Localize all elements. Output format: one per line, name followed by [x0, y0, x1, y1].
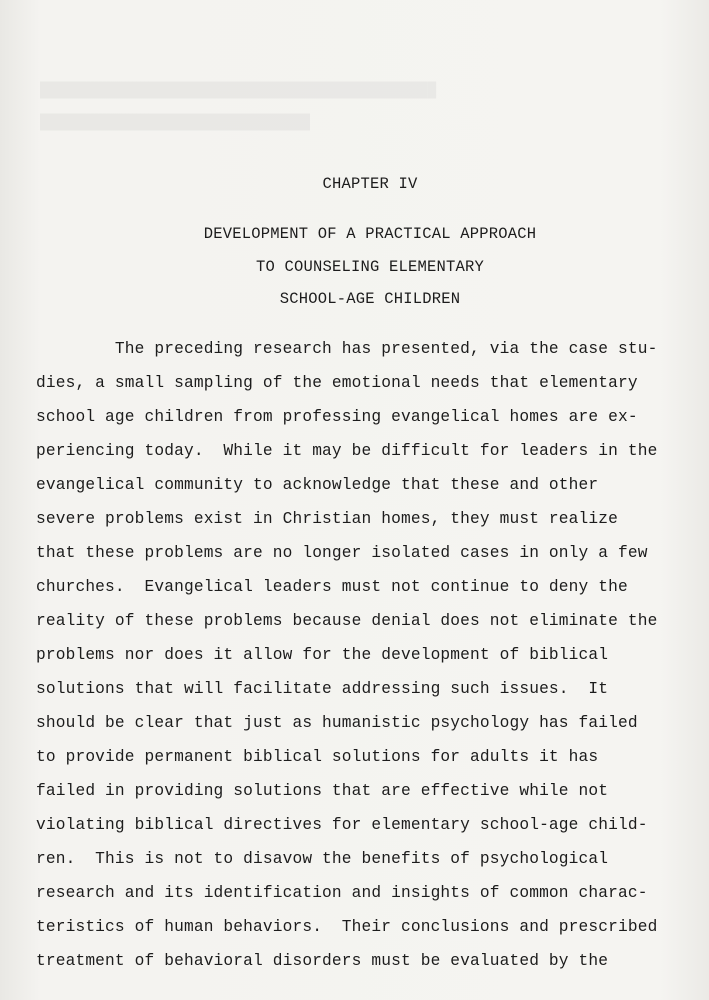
body-paragraph	[36, 340, 676, 986]
body-line: reality of these problems because denial does not eliminate the	[36, 612, 658, 630]
body-line: dies, a small sampling of the emotional needs that elementary	[36, 374, 638, 392]
body-line: violating biblical directives for elementary school-age child-	[36, 816, 648, 834]
chapter-number: CHAPTER IV	[322, 175, 418, 193]
body-line: to provide permanent biblical solutions for adults it has	[36, 748, 599, 766]
body-line: treatment of behavioral disorders must be evaluated by the	[36, 952, 609, 970]
chapter-title-line-2: TO COUNSELING ELEMENTARY	[255, 258, 485, 276]
body-line: that these problems are no longer isolated cases in only a few	[36, 544, 648, 562]
body-line: periencing today. While it may be difficult for leaders in the	[36, 442, 658, 460]
body-line: ren. This is not to disavow the benefits of psychological	[36, 850, 609, 868]
body-line: The preceding research has presented, via the case stu-	[36, 340, 658, 358]
body-line: problems nor does it allow for the development of biblical	[36, 646, 609, 664]
body-line: teristics of human behaviors. Their conclusions and prescribed	[36, 918, 658, 936]
body-line: research and its identification and insights of common charac-	[36, 884, 648, 902]
bleed-through-texture: ████████████████████████████████████████████ ██████████████████████████████	[40, 82, 437, 131]
chapter-title-line-3: SCHOOL-AGE CHILDREN	[279, 290, 461, 308]
body-line: school age children from professing evangelical homes are ex-	[36, 408, 638, 426]
body-line: failed in providing solutions that are effective while not	[36, 782, 609, 800]
body-line: churches. Evangelical leaders must not continue to deny the	[36, 578, 628, 596]
body-line: solutions that will facilitate addressing such issues. It	[36, 680, 609, 698]
body-line: evangelical community to acknowledge that these and other	[36, 476, 599, 494]
body-line: should be clear that just as humanistic psychology has failed	[36, 714, 638, 732]
body-line: severe problems exist in Christian homes, they must realize	[36, 510, 618, 528]
chapter-title-line-1: DEVELOPMENT OF A PRACTICAL APPROACH	[203, 225, 537, 243]
